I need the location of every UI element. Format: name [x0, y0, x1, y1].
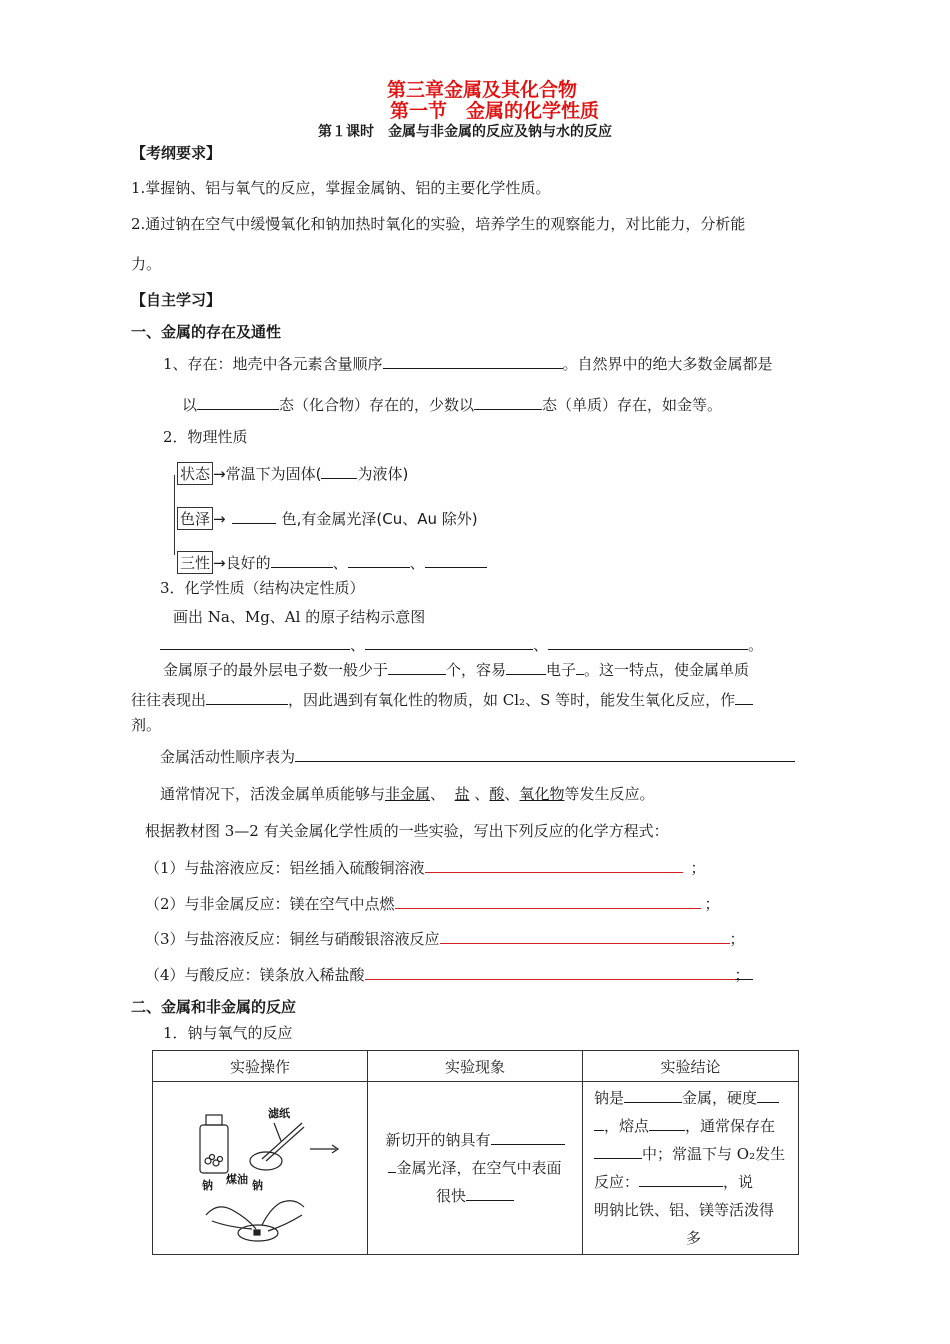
color-row: [177, 507, 478, 530]
color-text-a: →: [213, 510, 226, 528]
three-properties-row: [177, 551, 487, 574]
hardness-blank[interactable]: [757, 1087, 779, 1103]
existence-text-a: 1、存在：地壳中各元素含量顺序: [163, 355, 383, 373]
conclusion-text: [584, 1084, 797, 1252]
three-sep-2: 、: [409, 554, 425, 572]
activity-series-line: [160, 746, 795, 767]
liquid-metal-blank[interactable]: [321, 463, 357, 479]
physical-bracket: [174, 475, 175, 555]
reaction-types-line: [160, 783, 654, 804]
acid-term: 酸: [489, 785, 505, 803]
hardness-extra-blank[interactable]: [594, 1115, 604, 1131]
kerosene-label: 煤油: [226, 1173, 248, 1186]
combined-state-blank[interactable]: [197, 394, 279, 410]
property-blank-1[interactable]: [271, 552, 333, 568]
exam-item-2-line-1: 2.通过钠在空气中缓慢氧化和钠加热时氧化的实验，培养学生的观察能力，对比能力，分析能: [131, 215, 746, 233]
exam-item-2-line-2: 力。: [131, 255, 162, 273]
phenomenon-cell: [368, 1082, 583, 1255]
color-text-b: 色,有金属光泽(Cu、Au 除外): [281, 510, 478, 528]
equation-3-end: ；: [729, 930, 745, 948]
existence-line-1: [163, 353, 773, 374]
electron-count-blank[interactable]: [388, 659, 446, 675]
nonmetal-term: 非金属: [385, 785, 431, 803]
equation-2-end: ；: [704, 895, 720, 913]
storage-blank[interactable]: [594, 1143, 642, 1159]
equation-4-blank[interactable]: [365, 964, 735, 980]
electron-text-b: 个，容易: [446, 661, 507, 679]
sodium-label-1: 钠: [202, 1179, 213, 1192]
equation-1-blank[interactable]: [425, 857, 683, 873]
existence-line-2: [182, 394, 722, 415]
lesson-title: 第１课时 金属与非金属的反应及钠与水的反应: [318, 124, 612, 140]
reaction-equation-blank[interactable]: [639, 1171, 723, 1187]
activity-series-blank[interactable]: [295, 746, 795, 762]
electron-text-a: 金属原子的最外层电子数一般少于: [163, 661, 389, 679]
chemical-heading: 3．化学性质（结构决定性质）: [160, 579, 365, 597]
react-text-a: 通常情况下，活泼金属单质能够与: [160, 785, 386, 803]
structure-blanks-row: [160, 634, 763, 655]
existence-text-d: 态（化合物）存在的，少数以: [279, 396, 475, 414]
state-label: 状态: [177, 462, 213, 485]
filter-paper-label: 滤纸: [268, 1107, 290, 1120]
conclusion-e: 中；常温下与 O₂发生: [642, 1145, 786, 1163]
property-type-blank[interactable]: [206, 689, 288, 705]
phenomenon-c: 很快: [435, 1187, 466, 1205]
property-blank-2[interactable]: [348, 552, 410, 568]
equation-4-end: ；: [734, 966, 750, 984]
equation-4-label: （4）与酸反应：镁条放入稀盐酸: [145, 966, 365, 984]
na-structure-blank[interactable]: [160, 634, 350, 650]
structure-sep-2: 、: [533, 636, 549, 654]
operation-cell: [153, 1082, 368, 1255]
three-sep-1: 、: [332, 554, 348, 572]
conclusion-c: ，熔点: [604, 1117, 650, 1135]
draw-structure-instruction: 画出 Na、Mg、Al 的原子结构示意图: [173, 608, 426, 626]
sodium-oxygen-subheading: 1．钠与氧气的反应: [163, 1024, 293, 1042]
react-sep-2: 、: [474, 785, 490, 803]
physical-heading: 2．物理性质: [163, 428, 248, 446]
equation-row-1: [145, 857, 706, 878]
equation-3-blank[interactable]: [440, 928, 730, 944]
mg-structure-blank[interactable]: [365, 634, 533, 650]
oxide-term: 氧化物: [519, 785, 565, 803]
phenomenon-b: 金属光泽，在空气中表面: [396, 1159, 562, 1177]
equation-1-label: （1）与盐溶液应反：铝丝插入硫酸铜溶液: [145, 859, 425, 877]
melting-point-blank[interactable]: [649, 1115, 685, 1131]
equation-row-2: [145, 893, 720, 914]
exam-item-1: 1.掌握钠、铝与氧气的反应，掌握金属钠、铝的主要化学性质。: [131, 179, 551, 197]
color-blank[interactable]: [232, 508, 276, 524]
al-structure-blank[interactable]: [548, 634, 748, 650]
three-text-a: →良好的: [213, 554, 271, 572]
equation-row-4: [145, 964, 753, 985]
three-properties-label: 三性: [177, 551, 213, 574]
conclusion-b: 金属，硬度: [682, 1089, 758, 1107]
react-text-b: 等发生反应。: [564, 785, 655, 803]
sodium-label-2: 钠: [252, 1179, 263, 1192]
equation-instruction: 根据教材图 3—2 有关金属化学性质的一些实验，写出下列反应的化学方程式：: [145, 822, 669, 840]
exam-requirements-heading: 【考纲要求】: [131, 144, 222, 162]
phenomenon-a: 新切开的钠具有: [385, 1131, 491, 1149]
reduce-text-c: 剂。: [131, 716, 162, 734]
surface-change-blank[interactable]: [466, 1185, 514, 1201]
experiment-illustration: [154, 1083, 364, 1253]
property-blank-3[interactable]: [425, 552, 487, 568]
state-text-b: 为液体): [357, 465, 409, 483]
header-conclusion: 实验结论: [583, 1051, 799, 1082]
metal-type-blank[interactable]: [624, 1087, 682, 1103]
agent-type-blank[interactable]: [735, 689, 753, 705]
filter-paper-and-tweezers: [250, 1123, 338, 1170]
lose-gain-blank[interactable]: [506, 659, 546, 675]
self-study-heading: 【自主学习】: [131, 291, 222, 309]
react-sep-1: 、: [430, 785, 446, 803]
conclusion-cell: [583, 1082, 799, 1255]
color-label: 色泽: [177, 507, 213, 530]
conclusion-h: 明钠比铁、铝、镁等活泼得: [594, 1201, 775, 1219]
equation-3-label: （3）与盐溶液反应：铜丝与硝酸银溶液反应: [145, 930, 440, 948]
table-row: [153, 1082, 799, 1255]
existence-text-b: 。自然界中的绝大多数金属都是: [562, 355, 773, 373]
conclusion-a: 钠是: [594, 1089, 625, 1107]
equation-row-3: [145, 928, 745, 949]
react-sep-3: 、: [504, 785, 520, 803]
structure-sep-1: 、: [350, 636, 366, 654]
element-order-blank[interactable]: [383, 353, 563, 369]
activity-label: 金属活动性顺序表为: [160, 748, 296, 766]
free-state-blank[interactable]: [474, 394, 542, 410]
conclusion-g: ，说: [723, 1173, 754, 1191]
reduce-text-b: ，因此遇到有氧化性的物质，如 Cl₂、S 等时，能发生氧化反应，作: [288, 691, 736, 709]
section-title: 第一节 金属的化学性质: [390, 100, 600, 122]
reduce-text-a: 往往表现出: [131, 691, 207, 709]
salt-term: 盐: [454, 785, 470, 803]
chapter-title: 第三章金属及其化合物: [387, 79, 578, 101]
electron-line: [163, 659, 749, 680]
electron-text-d: 。这一特点，使金属单质: [584, 661, 750, 679]
header-phenomenon: 实验现象: [368, 1051, 583, 1082]
luster-color-blank[interactable]: [491, 1129, 565, 1145]
cutting-hands: [206, 1201, 304, 1241]
electron-text-c: 电子: [546, 661, 577, 679]
phenomenon-text: [369, 1126, 581, 1210]
existence-text-c: 以: [182, 396, 198, 414]
reducing-line: [131, 689, 753, 710]
state-row: [177, 462, 408, 485]
conclusion-i: 多: [686, 1229, 702, 1247]
header-operation: 实验操作: [153, 1051, 368, 1082]
kerosene-bottle: [200, 1115, 228, 1173]
state-text-a: →常温下为固体(: [213, 465, 322, 483]
equation-4-end-blank: [734, 964, 753, 984]
electron-extra-blank[interactable]: [576, 659, 584, 675]
conclusion-d: ，通常保存在: [685, 1117, 776, 1135]
equation-2-blank[interactable]: [395, 893, 701, 909]
existence-text-e: 态（单质）存在，如金等。: [542, 396, 723, 414]
structure-end: 。: [748, 636, 764, 654]
conclusion-f: 反应：: [594, 1173, 640, 1191]
sodium-oxygen-table: [152, 1050, 799, 1255]
equation-1-end: ；: [690, 859, 706, 877]
table-header-row: [153, 1051, 799, 1082]
part2-heading: 二、金属和非金属的反应: [131, 998, 297, 1016]
equation-2-label: （2）与非金属反应：镁在空气中点燃: [145, 895, 395, 913]
part1-heading: 一、金属的存在及通性: [131, 323, 282, 341]
